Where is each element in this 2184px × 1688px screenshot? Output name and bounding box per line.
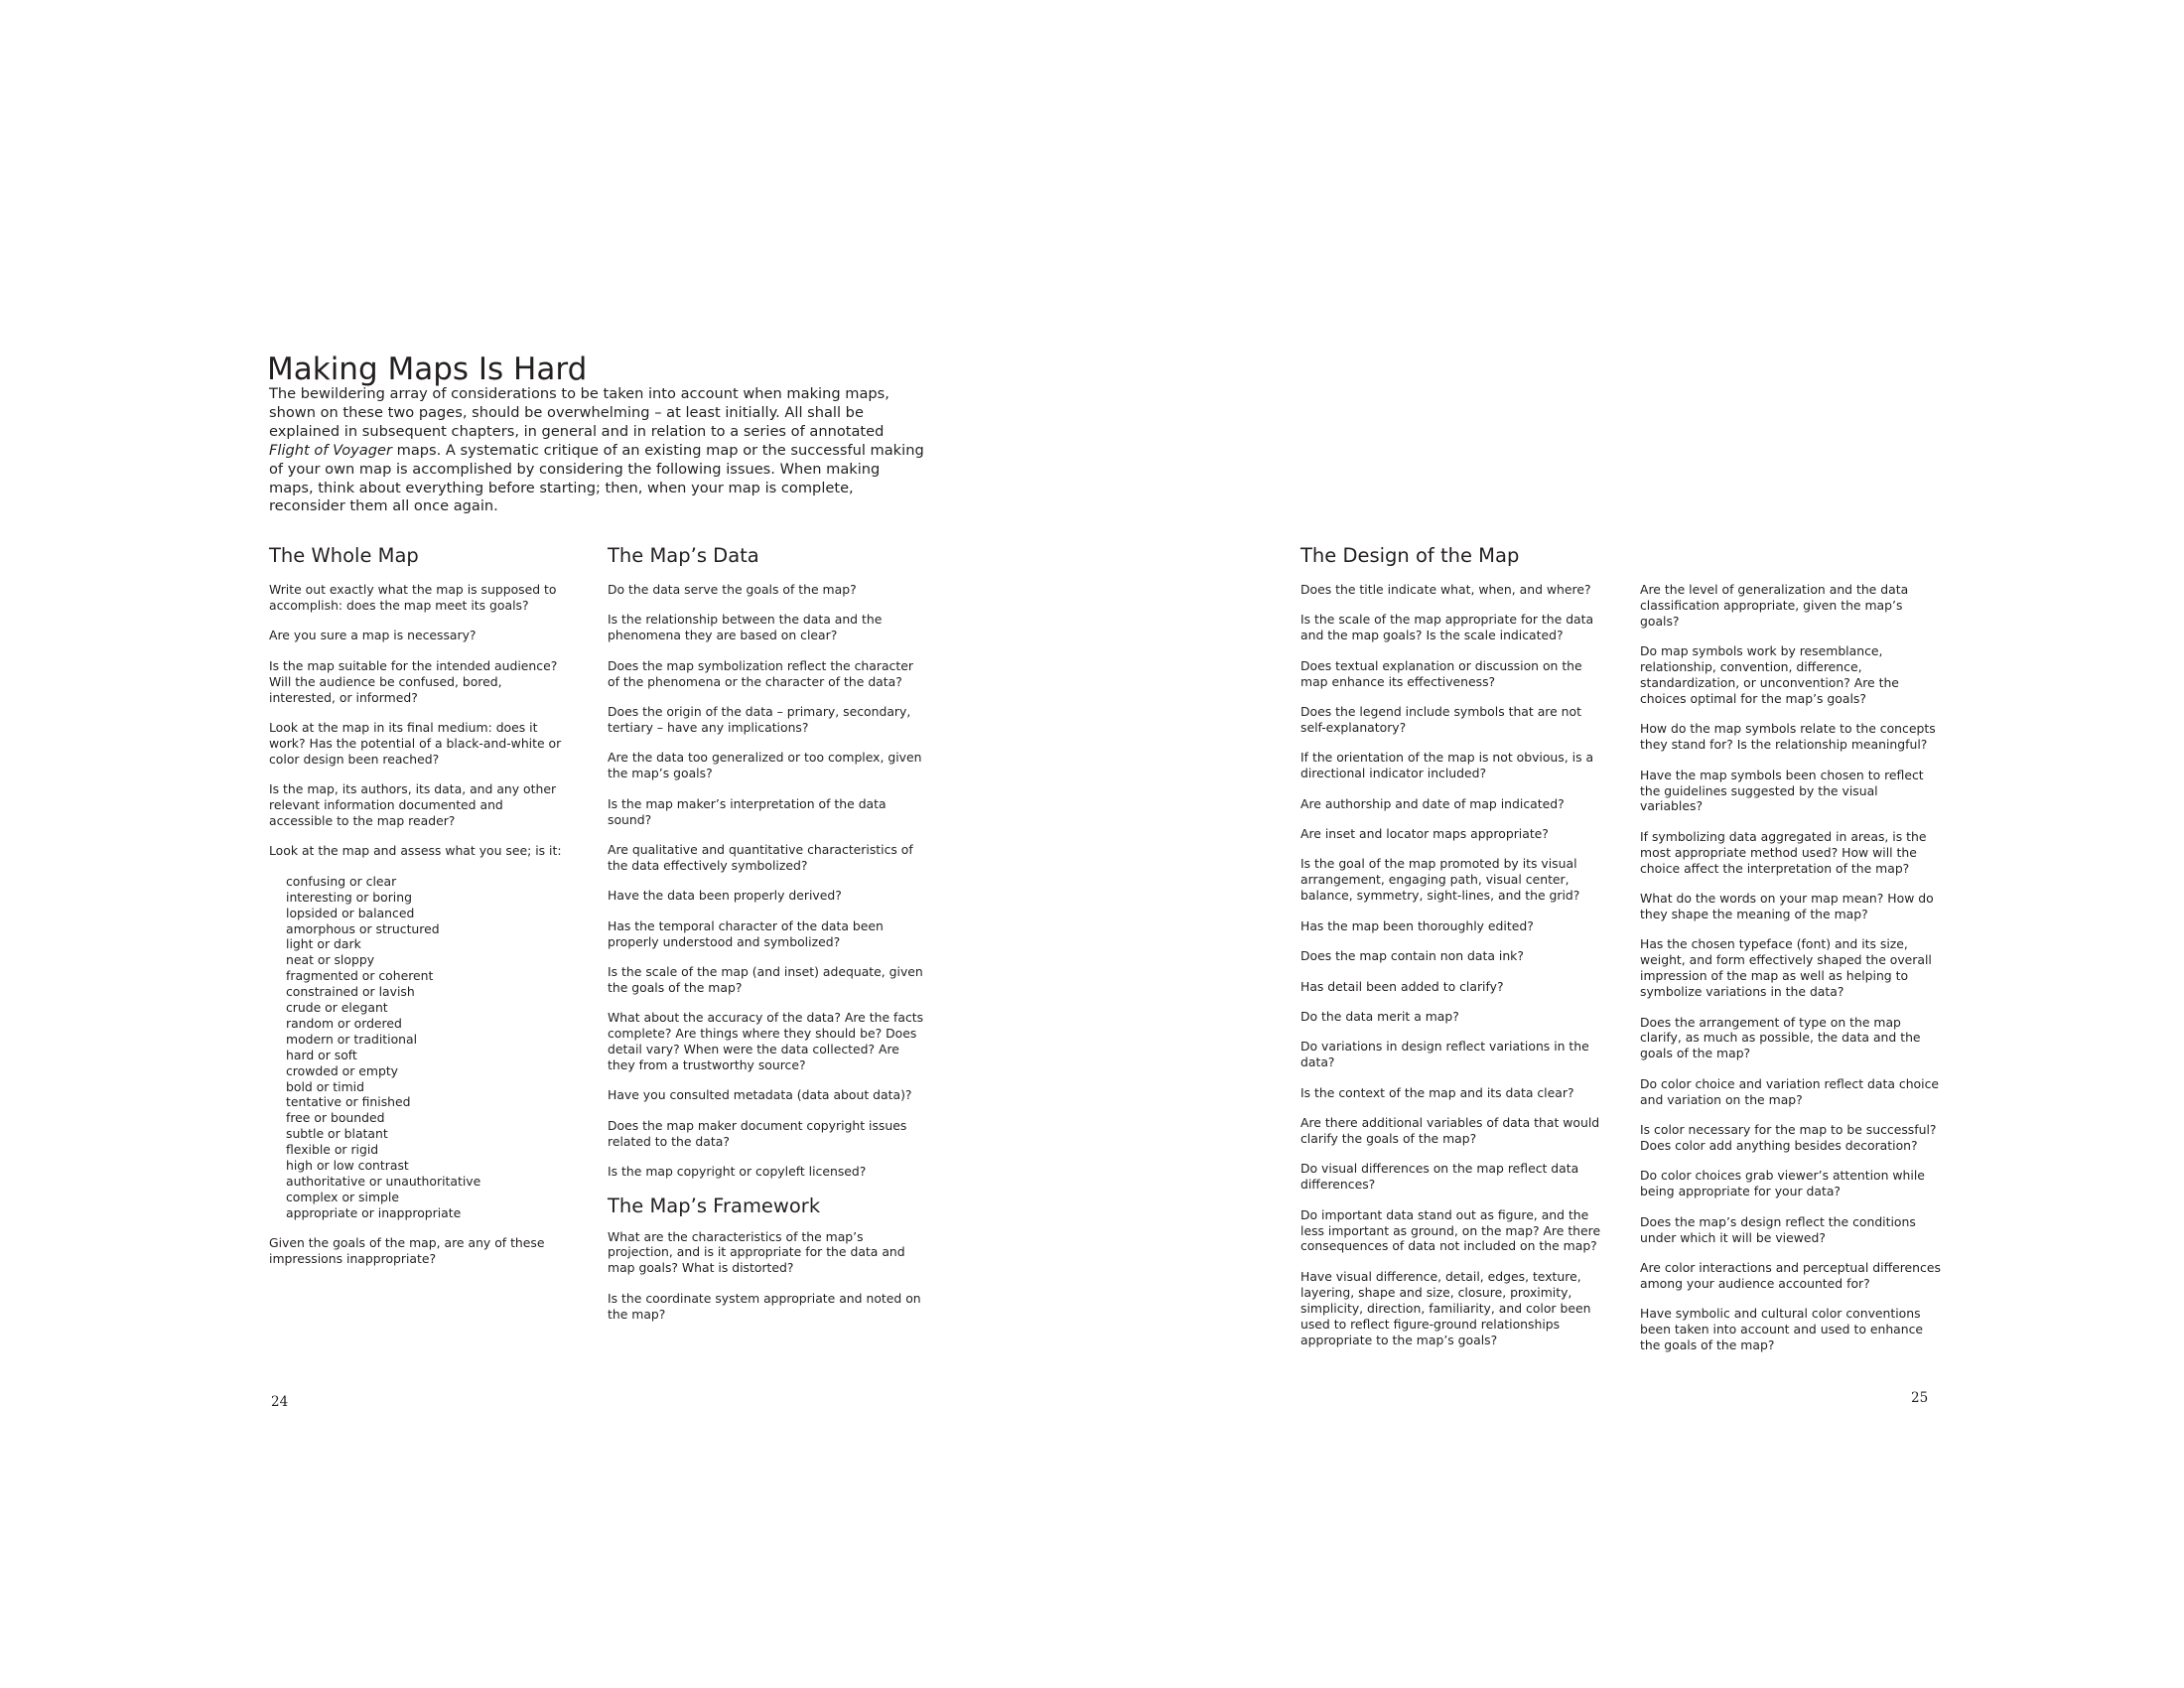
checklist-item: Does the map maker document copyright issues related to the data? bbox=[608, 1117, 907, 1149]
checklist-item: Write out exactly what the map is supposed to accomplish: does the map meet its goals? bbox=[269, 582, 557, 613]
impression-item: complex or simple bbox=[286, 1189, 399, 1204]
checklist-item: Do variations in design reflect variations in the data? bbox=[1300, 1039, 1589, 1070]
heading-whole-map: The Whole Map bbox=[269, 544, 419, 567]
heading-design-of-map: The Design of the Map bbox=[1300, 544, 1520, 567]
checklist-item: Look at the map in its final medium: does it work? Has the potential of a black-and-white or color design been reached? bbox=[269, 719, 562, 767]
checklist-item: Has the map been thoroughly edited? bbox=[1300, 917, 1534, 933]
checklist-item: Does the legend include symbols that are not self-explanatory? bbox=[1300, 704, 1581, 735]
checklist-item: Is the map copyright or copyleft licensed? bbox=[608, 1164, 867, 1180]
checklist-item: Have the data been properly derived? bbox=[608, 888, 842, 904]
impression-item: flexible or rigid bbox=[286, 1142, 379, 1158]
checklist-item: Look at the map and assess what you see; is it: bbox=[269, 843, 562, 859]
checklist-item: Does textual explanation or discussion on the map enhance its effectiveness? bbox=[1300, 657, 1582, 689]
checklist-item: Does the map contain non data ink? bbox=[1300, 948, 1524, 964]
impression-item: bold or timid bbox=[286, 1078, 364, 1094]
checklist-item: Is color necessary for the map to be successful? Does color add anything besides decoration? bbox=[1640, 1122, 1937, 1153]
checklist-item: Is the map suitable for the intended audience? Will the audience be confused, bored, interested, or informed? bbox=[269, 657, 558, 705]
intro-text-start: The bewildering array of considerations to be taken into account when making maps, shown on these two pages, should be overwhelming – at least initially. All shall be explained in subsequent chapters, in general and in relation to a series of annotated bbox=[269, 385, 889, 440]
checklist-item: Is the context of the map and its data clear? bbox=[1300, 1084, 1574, 1100]
checklist-item: Is the goal of the map promoted by its visual arrangement, engaging path, visual center, balance, symmetry, sight-lines, and the grid? bbox=[1300, 856, 1580, 904]
checklist-item: Have symbolic and cultural color conventions been taken into account and used to enhance the goals of the map? bbox=[1640, 1306, 1924, 1353]
impression-item: free or bounded bbox=[286, 1110, 385, 1126]
checklist-item: Does the arrangement of type on the map clarify, as much as possible, the data and the goals of the map? bbox=[1640, 1014, 1921, 1061]
checklist-item: Are authorship and date of map indicated? bbox=[1300, 795, 1565, 811]
design-column-1 bbox=[1300, 582, 1603, 1362]
checklist-item: Is the map maker’s interpretation of the data sound? bbox=[608, 795, 887, 827]
checklist-item: Has the temporal character of the data been properly understood and symbolized? bbox=[608, 917, 884, 949]
impression-item: crude or elegant bbox=[286, 1000, 388, 1016]
checklist-item: Is the relationship between the data and the phenomena they are based on clear? bbox=[608, 612, 883, 643]
checklist-item: Have you consulted metadata (data about data)? bbox=[608, 1087, 912, 1103]
intro-italic-title: Flight of Voyager bbox=[269, 441, 392, 459]
checklist-item: Have visual difference, detail, edges, texture, layering, shape and size, closure, proximity, simplicity, direction, familiarity, and color been used to reflect figure-ground relationships appropriate to the map’s goals? bbox=[1300, 1268, 1591, 1347]
whole-map-column bbox=[269, 582, 567, 1282]
maps-data-list bbox=[608, 582, 925, 1180]
impression-item: authoritative or unauthoritative bbox=[286, 1174, 481, 1189]
checklist-item: Does the title indicate what, when, and where? bbox=[1300, 582, 1591, 597]
checklist-item: Is the coordinate system appropriate and noted on the map? bbox=[608, 1290, 921, 1322]
checklist-item: Have the map symbols been chosen to reflect the guidelines suggested by the visual variables? bbox=[1640, 767, 1924, 814]
page-number-right: 25 bbox=[1911, 1390, 1929, 1406]
impression-item: appropriate or inappropriate bbox=[286, 1204, 462, 1220]
maps-framework-list bbox=[608, 1229, 925, 1323]
page-number-left: 24 bbox=[271, 1394, 289, 1410]
impression-item: modern or traditional bbox=[286, 1031, 418, 1047]
checklist-item: Do map symbols work by resemblance, relationship, convention, difference, standardization, or unconvention? Are the choices optimal for the map’s goals? bbox=[1640, 643, 1899, 706]
impression-item: hard or soft bbox=[286, 1047, 357, 1062]
impression-item: crowded or empty bbox=[286, 1062, 399, 1078]
checklist-item: Do the data merit a map? bbox=[1300, 1008, 1459, 1024]
impression-item: lopsided or balanced bbox=[286, 905, 415, 920]
checklist-item: Are color interactions and perceptual differences among your audience accounted for? bbox=[1640, 1260, 1941, 1291]
impression-item: high or low contrast bbox=[286, 1158, 409, 1174]
checklist-item: What do the words on your map mean? How do they shape the meaning of the map? bbox=[1640, 891, 1934, 921]
checklist-item: If the orientation of the map is not obvious, is a directional indicator included? bbox=[1300, 750, 1594, 781]
impression-item: amorphous or structured bbox=[286, 920, 440, 936]
checklist-item: Are the level of generalization and the data classification appropriate, given the map’s goals? bbox=[1640, 582, 1909, 629]
impressions-list bbox=[269, 874, 567, 1221]
impression-item: fragmented or coherent bbox=[286, 968, 434, 984]
checklist-item: Does the map symbolization reflect the character of the phenomena or the character of the data? bbox=[608, 657, 913, 689]
impression-item: tentative or finished bbox=[286, 1094, 411, 1110]
maps-data-column bbox=[608, 582, 925, 1336]
checklist-item: Are qualitative and quantitative characteristics of the data effectively symbolized? bbox=[608, 841, 913, 873]
impression-item: light or dark bbox=[286, 936, 361, 952]
page-title: Making Maps Is Hard bbox=[267, 352, 588, 387]
checklist-item: Do color choices grab viewer’s attention while being appropriate for your data? bbox=[1640, 1168, 1925, 1199]
checklist-item: Do important data stand out as figure, and the less important as ground, on the map? Are there consequences of data not included on the map? bbox=[1300, 1206, 1601, 1254]
checklist-item: Do visual differences on the map reflect data differences? bbox=[1300, 1161, 1579, 1193]
impression-item: neat or sloppy bbox=[286, 952, 375, 968]
checklist-item: Does the origin of the data – primary, secondary, tertiary – have any implications? bbox=[608, 704, 911, 735]
impression-item: interesting or boring bbox=[286, 889, 412, 905]
checklist-item: How do the map symbols relate to the concepts they stand for? Is the relationship meaningful? bbox=[1640, 721, 1936, 753]
checklist-item: Are there additional variables of data that would clarify the goals of the map? bbox=[1300, 1115, 1600, 1146]
checklist-item: Is the scale of the map (and inset) adequate, given the goals of the map? bbox=[608, 964, 923, 995]
checklist-item: Do the data serve the goals of the map? bbox=[608, 582, 857, 597]
checklist-item: Is the map, its authors, its data, and any other relevant information documented and accessible to the map reader? bbox=[269, 781, 557, 828]
impression-item: random or ordered bbox=[286, 1015, 402, 1031]
checklist-item: Given the goals of the map, are any of these impressions inappropriate? bbox=[269, 1235, 545, 1267]
intro-paragraph bbox=[269, 385, 924, 516]
checklist-item: What about the accuracy of the data? Are the facts complete? Are things where they should be? Does detail vary? When were the data collected? Are they from a trustworthy source? bbox=[608, 1010, 924, 1073]
heading-maps-data: The Map’s Data bbox=[608, 544, 759, 567]
checklist-item: Are you sure a map is necessary? bbox=[269, 628, 477, 643]
checklist-item: Has detail been added to clarify? bbox=[1300, 978, 1504, 994]
intro-text-end: maps. A systematic critique of an existing map or the successful making of your own map is accomplished by considering the following issues. When making maps, think about everything before starting; then, when your map is complete, reconsider them all once again. bbox=[269, 441, 924, 515]
checklist-item: Has the chosen typeface (font) and its size, weight, and form effectively shaped the overall impression of the map as well as helping to symbolize variations in the data? bbox=[1640, 936, 1932, 1000]
impression-item: confusing or clear bbox=[286, 873, 397, 889]
maps-framework-section bbox=[608, 1195, 925, 1323]
checklist-item: What are the characteristics of the map’s projection, and is it appropriate for the data and map goals? What is distorted? bbox=[608, 1228, 905, 1276]
design-column-2 bbox=[1640, 582, 1943, 1368]
impression-item: subtle or blatant bbox=[286, 1126, 388, 1142]
heading-maps-framework: The Map’s Framework bbox=[608, 1194, 821, 1217]
checklist-item: Do color choice and variation reflect data choice and variation on the map? bbox=[1640, 1075, 1940, 1107]
checklist-item: Does the map’s design reflect the conditions under which it will be viewed? bbox=[1640, 1213, 1916, 1245]
checklist-item: If symbolizing data aggregated in areas, is the most appropriate method used? How will the choice affect the interpretation of the map? bbox=[1640, 828, 1927, 876]
impression-item: constrained or lavish bbox=[286, 984, 415, 1000]
checklist-item: Are inset and locator maps appropriate? bbox=[1300, 826, 1549, 842]
checklist-item: Is the scale of the map appropriate for the data and the map goals? Is the scale indicated? bbox=[1300, 612, 1594, 643]
checklist-item: Are the data too generalized or too complex, given the map’s goals? bbox=[608, 750, 922, 781]
